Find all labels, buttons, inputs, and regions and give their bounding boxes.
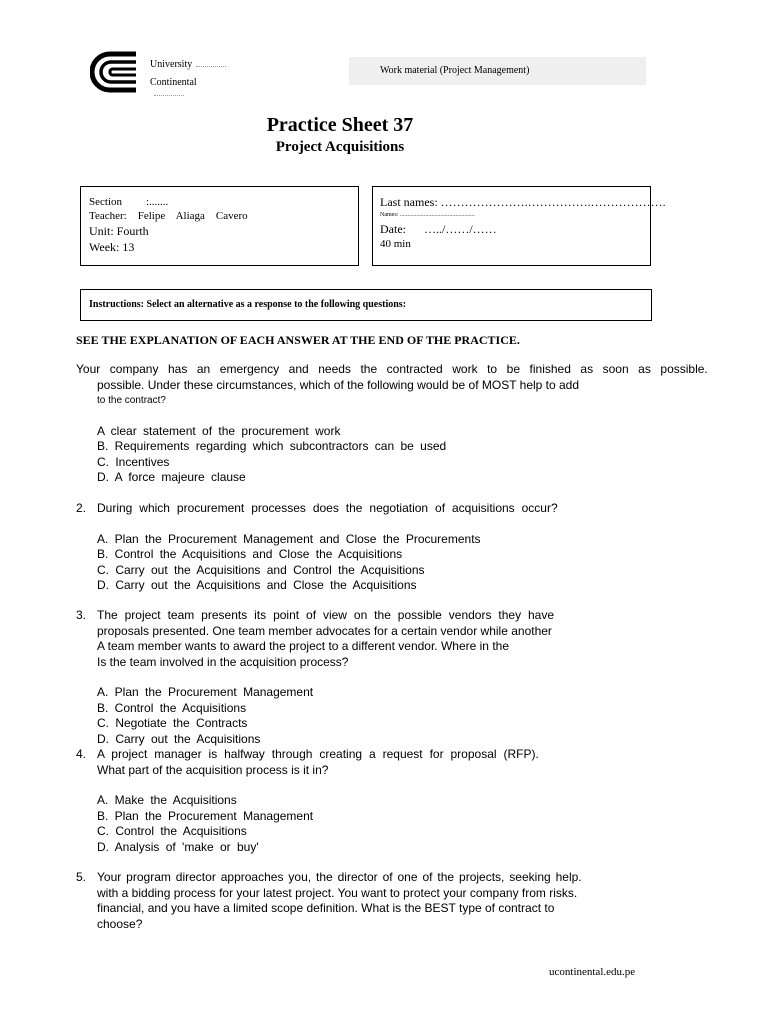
student-name-box bbox=[372, 186, 666, 266]
student-info-box bbox=[80, 186, 359, 266]
explanation-note: SEE THE EXPLANATION OF EACH ANSWER AT THE END OF THE PRACTICE. bbox=[76, 333, 520, 347]
question-3-number: 3. bbox=[76, 608, 87, 622]
question-2-option-d[interactable]: D. Carry out the Acquisitions and Close the Acquisitions bbox=[97, 578, 417, 592]
teacher-row: Teacher: Felipe Aliaga Cavero bbox=[89, 210, 248, 222]
question-3-option-b[interactable]: B. Control the Acquisitions bbox=[97, 700, 247, 715]
names-field[interactable]: Names: .................................................. bbox=[380, 212, 475, 218]
question-4-number: 4. bbox=[76, 747, 87, 761]
question-1-option-d[interactable]: D. A force majeure clause bbox=[97, 470, 246, 484]
work-material-label: Work material (Project Management) bbox=[349, 57, 646, 85]
last-names-field[interactable]: Last names: ………………….…………….………………. bbox=[380, 195, 666, 209]
section-row: Section :....... bbox=[89, 196, 169, 208]
question-1-option-c[interactable]: C. Incentives bbox=[97, 454, 170, 469]
question-3: 3. The project team presents its point of view on the possible vendors they have proposals presented. One team member advocates for a certain vendor while another A team member wants to award the project to a different vendor. Where in the Is the team involved in the acquisition process? A. Plan the Procurement Management B. Control the Acquisitions C. Negotiate the Contracts D. Carry out the Acquisitions bbox=[76, 608, 756, 747]
question-4-option-c[interactable]: C. Control the Acquisitions bbox=[97, 824, 247, 838]
question-4-option-a[interactable]: A. Make the Acquisitions bbox=[97, 793, 237, 807]
question-4-option-d[interactable]: D. Analysis of 'make or buy' bbox=[97, 839, 259, 854]
question-2-option-c[interactable]: C. Carry out the Acquisitions and Control the Acquisitions bbox=[97, 562, 425, 577]
logo-line-1: University bbox=[150, 59, 226, 70]
duration-row: 40 min bbox=[380, 238, 411, 250]
date-row[interactable]: Date: …../……/…… bbox=[380, 222, 497, 236]
page-title: Practice Sheet 37 bbox=[266, 114, 414, 136]
question-5-number: 5. bbox=[76, 870, 87, 884]
question-1-option-b[interactable]: B. Requirements regarding which subcontractors can be used bbox=[97, 439, 447, 453]
instructions-box: Instructions: Select an alternative as a response to the following questions: bbox=[80, 289, 652, 321]
question-1: Your company has an emergency and needs the contracted work to be finished as soon as possible. possible. Under these circumstances, which of the following would be of MOST help to add to the contract? A clear statement of the procurement work B. Requirements regarding which subcontractors can be used C. Incentives D. A force majeure clause bbox=[76, 362, 768, 486]
university-logo bbox=[90, 50, 230, 94]
question-1-option-a[interactable]: A clear statement of the procurement work bbox=[97, 423, 341, 438]
unit-row: Unit: Fourth bbox=[89, 224, 149, 238]
question-2-number: 2. bbox=[76, 501, 87, 515]
question-4-option-b[interactable]: B. Plan the Procurement Management bbox=[97, 808, 314, 823]
question-2-option-b[interactable]: B. Control the Acquisitions and Close the Acquisitions bbox=[97, 547, 403, 561]
question-3-option-d[interactable]: D. Carry out the Acquisitions bbox=[97, 731, 261, 746]
question-2-option-a[interactable]: A. Plan the Procurement Management and Close the Procurements bbox=[97, 531, 481, 546]
question-3-option-c[interactable]: C. Negotiate the Contracts bbox=[97, 716, 248, 730]
footer-website[interactable]: ucontinental.edu.pe bbox=[549, 966, 636, 978]
question-5: 5. Your program director approaches you, the director of one of the projects, seeking help. with a bidding process for your latest project. You want to protect your company from risks. financial, and you have a limited scope definition. What is the BEST type of contract to choose? bbox=[76, 870, 582, 931]
week-row: Week: 13 bbox=[89, 240, 135, 254]
page-subtitle: Project Acquisitions bbox=[275, 139, 405, 155]
continental-logo-icon bbox=[90, 50, 142, 94]
logo-line-2: Continental bbox=[150, 77, 230, 99]
question-2: 2. During which procurement processes does the negotiation of acquisitions occur? A. Plan the Procurement Management and Close the Procurements B. Control the Acquisitions and Close the Acquisitions C. Carry out the Acquisitions and Control the Acquisitions D. Carry out the Acquisitions and Close the Acquisitions bbox=[76, 501, 756, 594]
question-3-option-a[interactable]: A. Plan the Procurement Management bbox=[97, 685, 314, 699]
question-4: 4. A project manager is halfway through creating a request for proposal (RFP). What part of the acquisition process is it in? A. Make the Acquisitions B. Plan the Procurement Management C. Control the Acquisitions D. Analysis of 'make or buy' bbox=[76, 747, 756, 855]
